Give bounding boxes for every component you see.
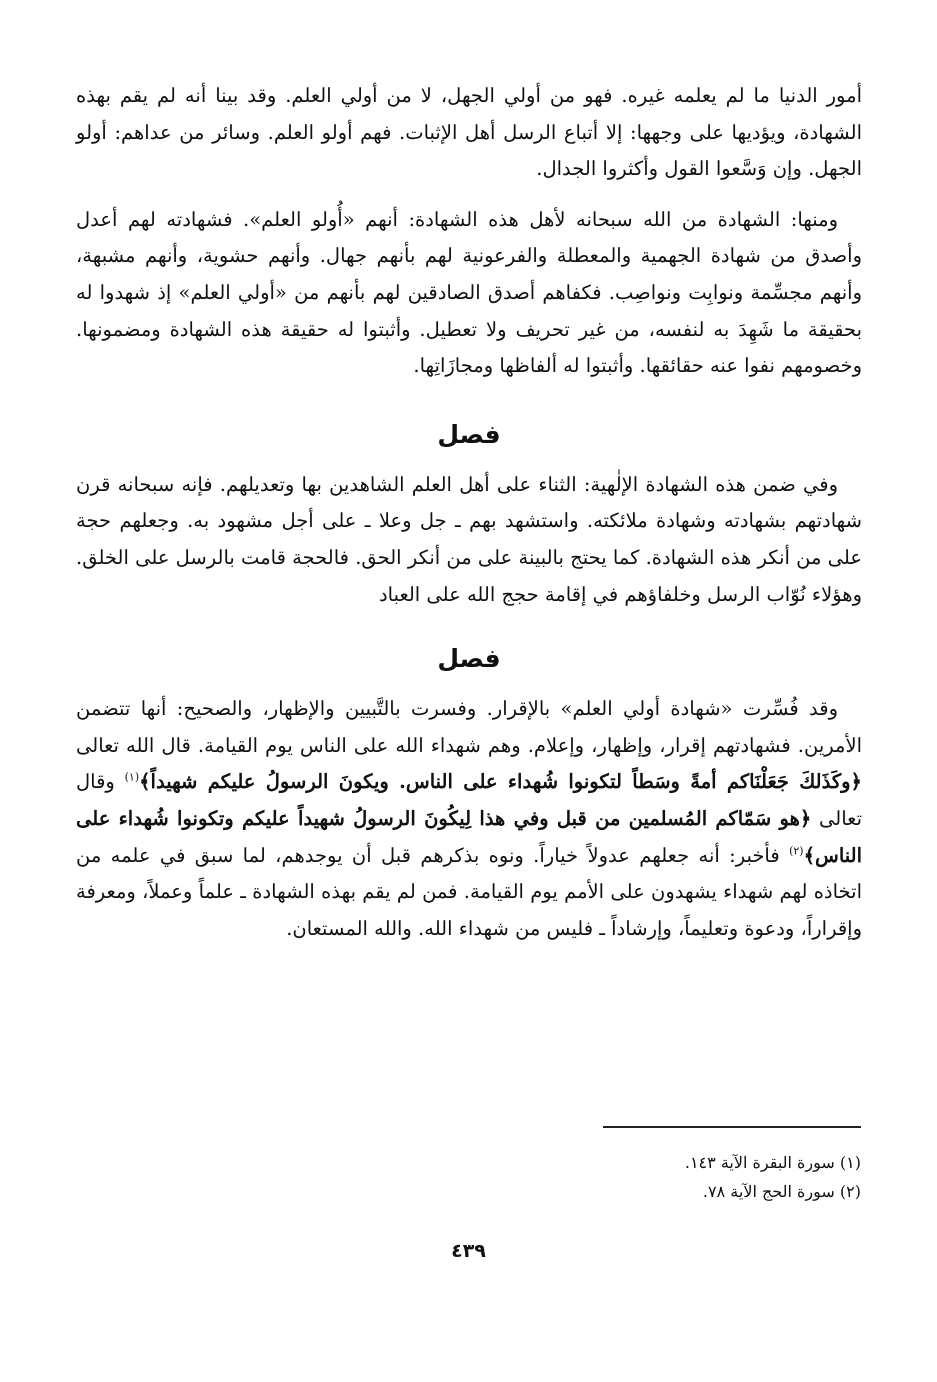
paragraph-4-text-c: فأخبر: أنه جعلهم عدولاً خياراً. ونوه بذكرهم قبل أن يوجدهم، لما سبق في علمه من اتخاذه لهم شهداء يشهدون على الأمم يوم القيامة. فمن لم يقم بهذه الشهادة ـ علماً وعملاً، ومعرفة وإقراراً، ودعوة وتعليماً، وإرشاداً ـ فليس من شهداء الله. والله المستعان. (76, 843, 862, 940)
section-heading-2: فصل (437, 644, 501, 674)
paragraph-4-text-b: وقال تعالى (76, 770, 863, 830)
page-body (76, 78, 862, 947)
paragraph-1: أمور الدنيا ما لم يعلمه غيره. فهو من أولي الجهل، لا من أولي العلم. وقد بينا أنه لم يقم بهذه الشهادة، ويؤديها على وجهها: إلا أتباع الرسل أهل الإثبات. فهم أولو العلم. وسائر من عداهم: أولو الجهل. وإن وَسَّعوا القول وأكثروا الجدال. (76, 84, 862, 181)
footnote-ref-1[interactable]: (١) (124, 770, 140, 784)
paragraph-4-text-a: وقد فُسِّرت «شهادة أولي العلم» بالإقرار. وفسرت بالتَّبيين والإظهار، والصحيح: أنها تتضمن الأمرين. فشهادتهم إقرار، وإظهار، وإعلام. وهم شهداء الله على الناس يوم القيامة. قال الله تعالى (76, 697, 862, 757)
paragraph-2-text: ومنها: الشهادة من الله سبحانه لأهل هذه الشهادة: أنهم «أُولو العلم». فشهادته لهم أعدل وأصدق من شهادة الجهمية والمعطلة والفرعونية لهم بأنهم جهال. وأنهم حشوية، وأنهم مشبهة، وأنهم مجسِّمة ونوابِت ونواصِب. فكفاهم أصدق الصادقين لهم بأنهم من «أولي العلم» إذ شهدوا له بحقيقة ما شَهِدَ به لنفسه، من غير تحريف ولا تعطيل. وأثبتوا له حقيقة هذه الشهادة ومضمونها. وخصومهم نفوا عنه حقائقها. وأثبتوا له ألفاظها ومجازَاتِها. (76, 207, 862, 378)
paragraph-4 (76, 691, 862, 947)
footnote-divider (603, 1126, 861, 1128)
footnote-1: (١) سورة البقرة الآية ١٤٣. (684, 1153, 861, 1172)
quran-quote-2: ﴿هو سَمّاكم المُسلمين من قبل وفي هذا لِيكُونَ الرسولُ شهيداً عليكم وتكونوا شُهداء على الناس﴾ (76, 806, 863, 867)
footnote-2: (٢) سورة الحج الآية ٧٨. (702, 1182, 861, 1201)
paragraph-2 (76, 202, 862, 385)
paragraph-3-text: وفي ضمن هذه الشهادة الإلٰهية: الثناء على أهل العلم الشاهدين بها وتعديلهم. فإنه سبحانه قرن شهادتهم بشهادته وشهادة ملائكته. واستشهد بهم ـ جل وعلا ـ على أجل مشهود به. وجعلهم حجة على من أنكر هذه الشهادة. كما يحتج بالبينة على من أنكر الحق. فالحجة قامت بالرسل على الخلق. وهؤلاء نُوّاب الرسل وخلفاؤهم في إقامة حجج الله على العباد (76, 472, 862, 606)
quran-quote-1: ﴿وكَذَلكَ جَعَلْنَاكم أمةً وسَطاً لتكونوا شُهداء على الناس. ويكونَ الرسولُ عليكم شهيداً﴾ (139, 770, 862, 794)
footnote-ref-2[interactable]: (٢) (789, 844, 804, 857)
paragraph-3 (76, 467, 862, 613)
page-number: ٤٣٩ (451, 1240, 486, 1262)
section-heading-1: فصل (437, 419, 501, 449)
footnotes (361, 1148, 861, 1206)
